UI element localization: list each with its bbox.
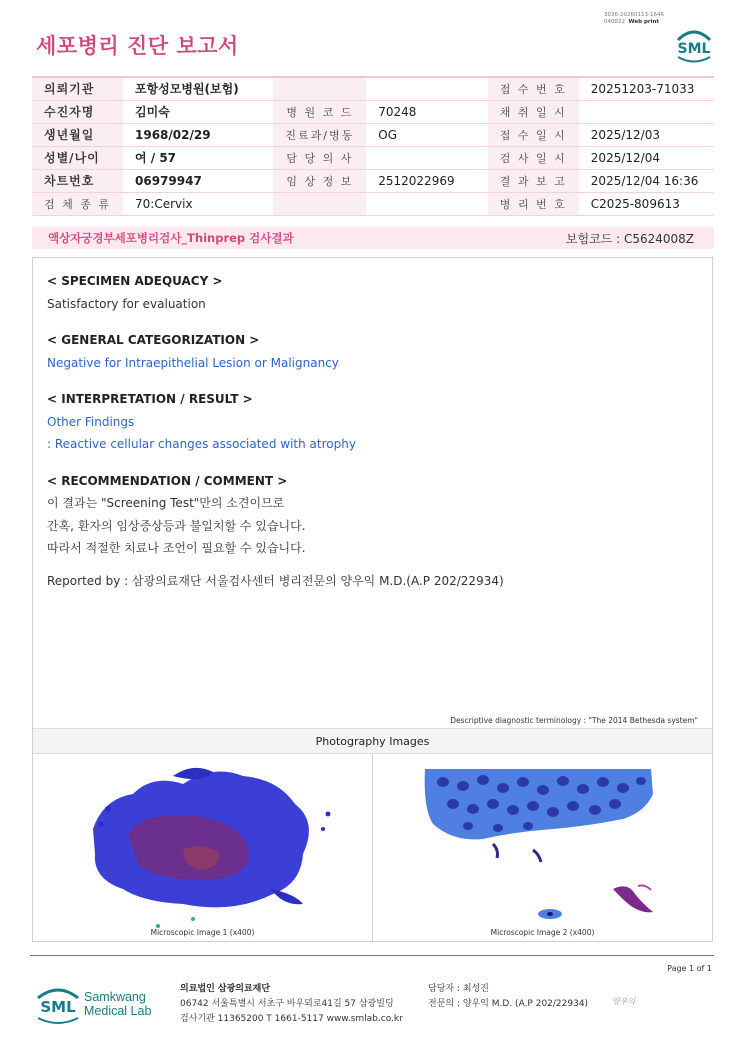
org-name: 의료법인 삼광의료재단	[180, 984, 271, 994]
microscopic-image-1-cell	[33, 754, 373, 941]
result-section	[32, 257, 713, 942]
info-value	[366, 77, 488, 100]
info-row	[32, 100, 714, 123]
print-id: 3036-20260113-1646	[604, 12, 664, 18]
info-value: 포항성모병원(보험)	[123, 77, 273, 100]
interpretation-detail: : Reactive cellular changes associated with atrophy	[47, 437, 356, 451]
photography-header: Photography Images	[33, 728, 712, 754]
info-value: 여 / 57	[123, 146, 273, 169]
info-label: 수진자명	[32, 100, 123, 123]
info-row	[32, 192, 714, 215]
image-2-caption: Microscopic Image 2 (x400)	[490, 928, 595, 937]
recommendation-line-3: 따라서 적절한 치료나 조언이 필요할 수 있습니다.	[47, 541, 306, 555]
reported-by: Reported by : 삼광의료재단 서울검사센터 병리전문의 양우익 M.D.(A.P 202/22934)	[47, 573, 504, 588]
info-label: 임 상 정 보	[273, 169, 366, 192]
logo-mark-text: SML	[40, 998, 76, 1016]
microscopic-image-2	[373, 754, 712, 941]
microscopic-image-2-cell	[373, 754, 712, 941]
recommendation-heading: < RECOMMENDATION / COMMENT >	[47, 473, 288, 488]
info-value: OG	[366, 123, 488, 146]
info-value	[366, 192, 488, 215]
general-categorization-heading: < GENERAL CATEGORIZATION >	[47, 333, 260, 347]
info-value	[366, 146, 488, 169]
info-row	[32, 77, 714, 100]
interpretation-finding: Other Findings	[47, 414, 135, 429]
logo-en-1: Samkwang	[84, 990, 146, 1004]
samkwang-logo-icon	[36, 980, 196, 1028]
specimen-adequacy-value: Satisfactory for evaluation	[47, 296, 206, 311]
info-value: 70248	[366, 100, 488, 123]
sml-logo-icon	[672, 26, 716, 64]
page-number: Page 1 of 1	[667, 964, 712, 973]
info-label: 병 리 번 호	[488, 192, 579, 215]
info-value: 1968/02/29	[123, 123, 273, 146]
info-label: 의뢰기관	[32, 77, 123, 100]
org-contact: 검사기관 11365200 T 1661-5117 www.smlab.co.kr	[180, 1014, 403, 1024]
info-row	[32, 146, 714, 169]
footer-divider	[30, 955, 714, 956]
logo-en-2: Medical Lab	[84, 1004, 152, 1018]
logo-text: SML	[677, 41, 711, 57]
interpretation-heading: < INTERPRETATION / RESULT >	[47, 392, 253, 406]
info-label: 접 수 번 호	[488, 77, 579, 100]
result-content	[47, 270, 698, 592]
info-label: 채 취 일 시	[488, 100, 579, 123]
info-value: 20251203-71033	[579, 77, 714, 100]
info-label: 병 원 코 드	[273, 100, 366, 123]
info-label	[273, 77, 366, 100]
info-label: 진료과/병동	[273, 123, 366, 146]
page-title: 세포병리 진단 보고서	[36, 34, 239, 58]
info-row	[32, 123, 714, 146]
info-label: 성별/나이	[32, 146, 123, 169]
info-label: 생년월일	[32, 123, 123, 146]
staff-name: 담당자 : 최성진	[428, 984, 489, 994]
print-meta	[604, 12, 664, 26]
info-value: 70:Cervix	[123, 192, 273, 215]
info-value: 2025/12/04 16:36	[579, 169, 714, 192]
specialist-name: 전문의 : 양우익 M.D. (A.P 202/22934)	[428, 999, 589, 1009]
info-row	[32, 169, 714, 192]
org-address: 06742 서울특별시 서초구 바우뫼로41길 57 삼광빌딩	[180, 999, 394, 1009]
footer-staff	[428, 982, 588, 1012]
info-label: 검 사 일 시	[488, 146, 579, 169]
specimen-adequacy-heading: < SPECIMEN ADEQUACY >	[47, 274, 223, 288]
info-label	[273, 192, 366, 215]
recommendation-line-1: 이 결과는 "Screening Test"만의 소견이므로	[47, 496, 285, 510]
terminology-note: Descriptive diagnostic terminology : "The 2014 Bethesda system"	[450, 716, 698, 725]
test-name: 액상자궁경부세포병리검사_Thinprep 검사결과	[48, 231, 294, 245]
info-label: 담 당 의 사	[273, 146, 366, 169]
insurance-code: 보험코드 : C5624008Z	[565, 231, 694, 246]
patient-info-table	[32, 76, 714, 216]
info-value	[579, 100, 714, 123]
info-value: C2025-809613	[579, 192, 714, 215]
test-name-bar	[32, 227, 714, 249]
recommendation-line-2: 간혹, 환자의 임상증상등과 불일치할 수 있습니다.	[47, 518, 306, 533]
info-label: 접 수 일 시	[488, 123, 579, 146]
image-1-caption: Microscopic Image 1 (x400)	[150, 928, 255, 937]
footer-organization	[180, 982, 403, 1027]
info-label: 차트번호	[32, 169, 123, 192]
info-value: 김미숙	[123, 100, 273, 123]
print-id-2: 040822 Web print	[604, 19, 660, 25]
info-label: 검 체 종 류	[32, 192, 123, 215]
info-label: 결 과 보 고	[488, 169, 579, 192]
general-categorization-value: Negative for Intraepithelial Lesion or Malignancy	[47, 355, 339, 370]
info-value: 06979947	[123, 169, 273, 192]
microscopic-image-1	[33, 754, 373, 941]
specialist-signature: 양우익	[612, 997, 636, 1006]
info-value: 2025/12/04	[579, 146, 714, 169]
info-value: 2025/12/03	[579, 123, 714, 146]
info-value: 2512022969	[366, 169, 488, 192]
